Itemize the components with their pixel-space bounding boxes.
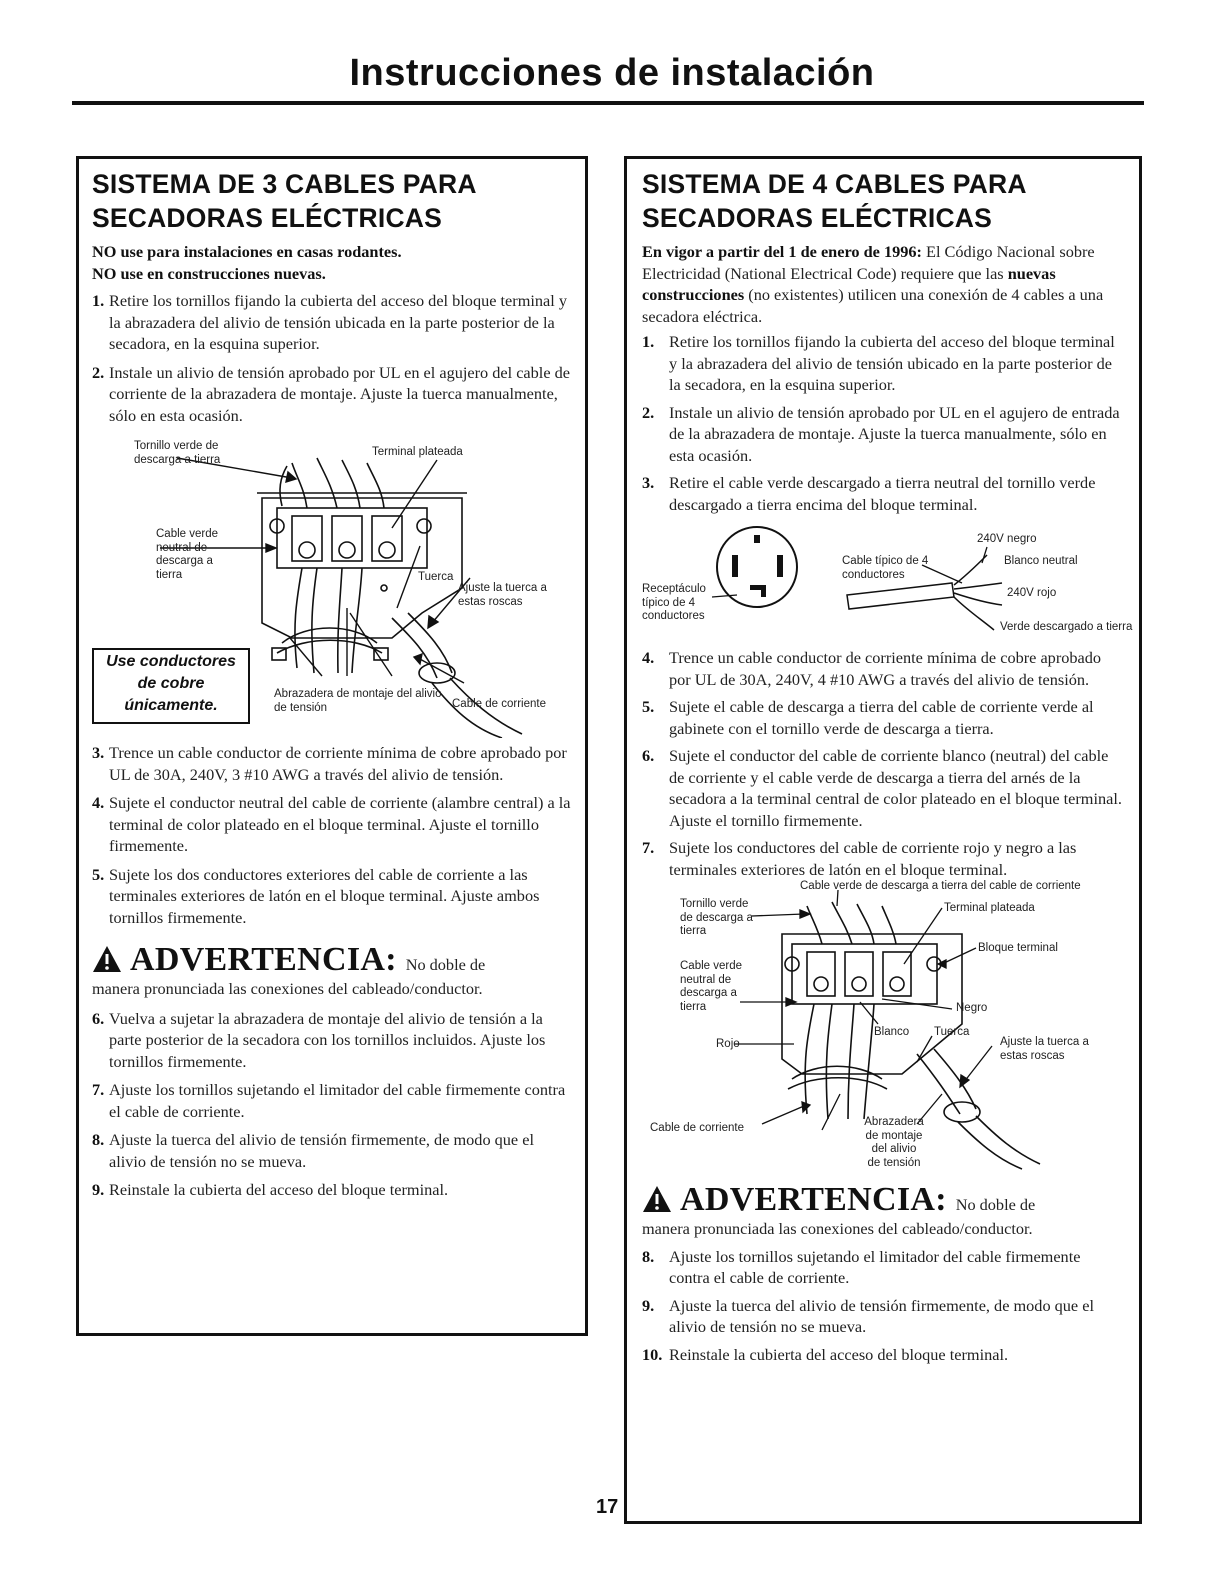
step-number: 10. [642,1344,663,1364]
three-wire-panel [76,156,588,1336]
step-number: 4. [642,648,655,667]
label-power-cord: Cable de corriente [452,698,546,710]
label-black: Negro [956,1002,988,1014]
step-2 [642,402,1125,467]
step-text: Trence un cable conductor de corriente mínima de cobre aprobado por UL de 30A, 240V, 3 #10 AWG a través del alivio de tensión. [109,743,567,784]
label-nut: Tuerca [934,1026,970,1038]
step-4 [92,792,573,857]
step-number: 2. [642,402,655,422]
warning-heading [642,1181,956,1218]
label-bracket: Abrazadera de montaje del alivio de tensión [274,688,442,714]
steps-4-7 [642,647,1125,880]
step-text: Sujete el conductor neutral del cable de corriente (alambre central) a la terminal de color plateado en el bloque terminal. Ajuste el tornillo firmemente. [109,793,571,855]
steps-3-5 [92,742,573,928]
step-text: Retire el cable verde descargado a tierra neutral del tornillo verde descargado a tierra encima del bloque terminal. [669,473,1096,514]
title-rule [72,101,1144,105]
step-number: 6. [642,746,655,765]
step-3 [642,472,1125,515]
step-text: Sujete los conductores del cable de corriente rojo y negro a las terminales exteriores de latón en el bloque terminal. [669,838,1077,879]
notice-new-construction: NO use en construcciones nuevas. [92,263,326,283]
label-terminal-block: Bloque terminal [978,942,1058,954]
step-number: 9. [92,1180,105,1199]
label-silver-terminal: Terminal plateada [372,446,463,458]
label-bracket: Abrazadera de montaje del alivio de tensión [864,1116,924,1169]
step-9 [642,1295,1125,1338]
plug-diagram [642,525,1133,643]
label-power-cord: Cable de corriente [650,1122,744,1134]
step-7 [642,837,1125,880]
step-text: Reinstale la cubierta del acceso del bloque terminal. [109,1180,449,1199]
page-number: 17 [596,1496,619,1518]
step-text: Ajuste los tornillos sujetando el limitador del cable firmemente contra el cable de corriente. [109,1080,566,1121]
step-text: Ajuste la tuerca del alivio de tensión firmemente, de modo que el alivio de tensión no se mueva. [109,1130,534,1171]
step-text: Sujete el cable de descarga a tierra del cable de corriente verde al gabinete con el tornillo verde de descarga a tierra. [669,697,1094,738]
label-green-ground-cord: Cable verde de descarga a tierra del cable de corriente [800,880,1081,892]
step-text: Trence un cable conductor de corriente mínima de cobre aprobado por UL de 30A, 240V, 4 #10 AWG a través del alivio de tensión. [669,648,1102,689]
four-wire-heading-line1: SISTEMA DE 4 CABLES PARA [642,169,1027,199]
label-white: Blanco neutral [1004,555,1078,567]
label-tighten-nut: Ajuste la tuerca a estas roscas [458,582,547,608]
step-number: 2. [92,362,105,382]
steps-6-9 [92,1008,573,1201]
step-number: 5. [92,864,105,884]
warning-heading-text: ADVERTENCIA: [130,941,397,978]
label-cord: Cable típico de 4 conductores [842,555,929,581]
warning-triangle-icon [642,1185,672,1213]
step-text: Retire los tornillos fijando la cubierta del acceso del bloque terminal y la abrazadera del alivio de tensión ubicada en la parte posterior de la secadora, en la esquina superior. [109,291,567,353]
step-number: 1. [92,291,105,310]
step-number: 8. [92,1130,105,1149]
label-silver-terminal: Terminal plateada [944,902,1035,914]
copper-line1: Use conductores [106,653,236,670]
four-wire-diagram [642,880,1128,1174]
step-number: 6. [92,1008,105,1028]
warning-heading-text: ADVERTENCIA: [680,1181,947,1218]
label-green-neutral: Cable verde neutral de descarga a tierra [680,960,743,1013]
steps-8-10 [642,1246,1125,1366]
copper-line3: únicamente. [124,697,218,714]
warning-rest: manera pronunciada las conexiones del cableado/conductor. [92,979,483,998]
label-red: Rojo [716,1038,740,1050]
step-4 [642,647,1125,690]
step-text: Retire los tornillos fijando la cubierta del acceso del bloque terminal y la abrazadera del alivio de tensión ubicado en la parte posterior de la secadora, en la esquina superior. [669,332,1115,394]
intro-effective-date: En vigor a partir del 1 de enero de 1996: [642,242,922,261]
warning-triangle-icon [92,945,122,973]
three-wire-heading [92,167,573,235]
label-green-neutral: Cable verde neutral de descarga a tierra [156,528,219,581]
step-5 [92,864,573,929]
step-5 [642,696,1125,739]
warning-block [642,1182,1125,1240]
warning-lead: No doble de [405,955,486,974]
step-1 [642,331,1125,396]
step-number: 3. [642,473,655,492]
notice-mobile-homes: NO use para instalaciones en casas rodantes. [92,242,402,261]
step-10 [642,1344,1125,1366]
warning-block [92,942,573,1000]
step-text: Instale un alivio de tensión aprobado por UL en el agujero de entrada de la abrazadera de montaje. Ajuste la tuerca manualmente, sólo en esta ocasión. [669,402,1120,465]
four-wire-intro [642,241,1125,327]
intro-text-1: El Código Nacional sobre Electricidad (National Electrical Code) requiere que las [642,242,1095,283]
step-text: Vuelva a sujetar la abrazadera de montaje del alivio de tensión a la parte posterior de la secadora con los tornillos incluidos. Ajuste los tornillos firmemente. [109,1008,546,1071]
step-number: 7. [642,838,655,857]
step-text: Reinstale la cubierta del acceso del bloque terminal. [669,1344,1009,1364]
label-black: 240V negro [977,533,1037,545]
three-wire-heading-line2: SECADORAS ELÉCTRICAS [92,203,443,233]
intro-new-construction: nuevas construcciones [642,263,1056,304]
label-tighten-nut: Ajuste la tuerca a estas roscas [1000,1036,1089,1062]
four-wire-heading-line2: SECADORAS ELÉCTRICAS [642,203,993,233]
four-wire-panel [624,156,1142,1524]
warning-heading [92,941,406,978]
three-wire-heading-line1: SISTEMA DE 3 CABLES PARA [92,169,477,199]
step-6 [642,745,1125,831]
label-red: 240V rojo [1007,587,1057,599]
intro-text-2: (no existentes) utilicen una conexión de 4 cables a una secadora eléctrica. [642,285,1104,326]
label-nut: Tuerca [418,571,454,583]
step-text: Sujete los dos conductores exteriores del cable de corriente a las terminales exteriores de latón en el bloque terminal. Ajuste ambos tornillos firmemente. [109,864,540,927]
steps-1-3 [642,331,1125,515]
step-number: 9. [642,1295,655,1315]
step-6 [92,1008,573,1073]
copper-line2: de cobre [137,675,205,692]
label-green-screw: Tornillo verde de descarga a tierra [134,440,221,466]
step-number: 8. [642,1246,655,1266]
step-number: 7. [92,1080,105,1099]
step-text: Ajuste la tuerca del alivio de tensión firmemente, de modo que el alivio de tensión no se mueva. [669,1295,1094,1336]
steps-1-2 [92,290,573,426]
label-green-screw: Tornillo verde de descarga a tierra [680,898,753,937]
label-white: Blanco [874,1026,910,1038]
four-wire-heading [642,167,1125,235]
step-9 [92,1179,573,1201]
step-number: 4. [92,793,105,812]
warning-lead: No doble de [955,1195,1036,1214]
copper-conductors-box [92,648,250,724]
step-7 [92,1079,573,1122]
warning-rest: manera pronunciada las conexiones del cableado/conductor. [642,1219,1033,1238]
step-2 [92,362,573,427]
step-number: 5. [642,697,655,716]
step-text: Sujete el conductor del cable de corriente blanco (neutral) del cable de corriente y el cable verde de descarga a tierra del arnés de la secadora a la terminal central de color plateado en el bloque terminal. Ajuste el tornillo firmemente. [669,746,1122,830]
label-green: Verde descargado a tierra [1000,621,1133,633]
step-number: 1. [642,332,655,351]
label-receptacle: Receptáculo típico de 4 conductores [642,583,706,622]
step-8 [642,1246,1125,1289]
step-text: Ajuste los tornillos sujetando el limitador del cable firmemente contra el cable de corriente. [669,1246,1081,1287]
step-8 [92,1129,573,1172]
step-number: 3. [92,743,105,762]
step-3 [92,742,573,785]
three-wire-diagram [92,438,574,738]
step-1 [92,290,573,355]
page-title: Instrucciones de instalación [349,52,875,94]
step-text: Instale un alivio de tensión aprobado por UL en el agujero del cable de corriente de la abrazadera de montaje. Ajuste la tuerca manualmente, sólo en esta ocasión. [109,362,570,425]
